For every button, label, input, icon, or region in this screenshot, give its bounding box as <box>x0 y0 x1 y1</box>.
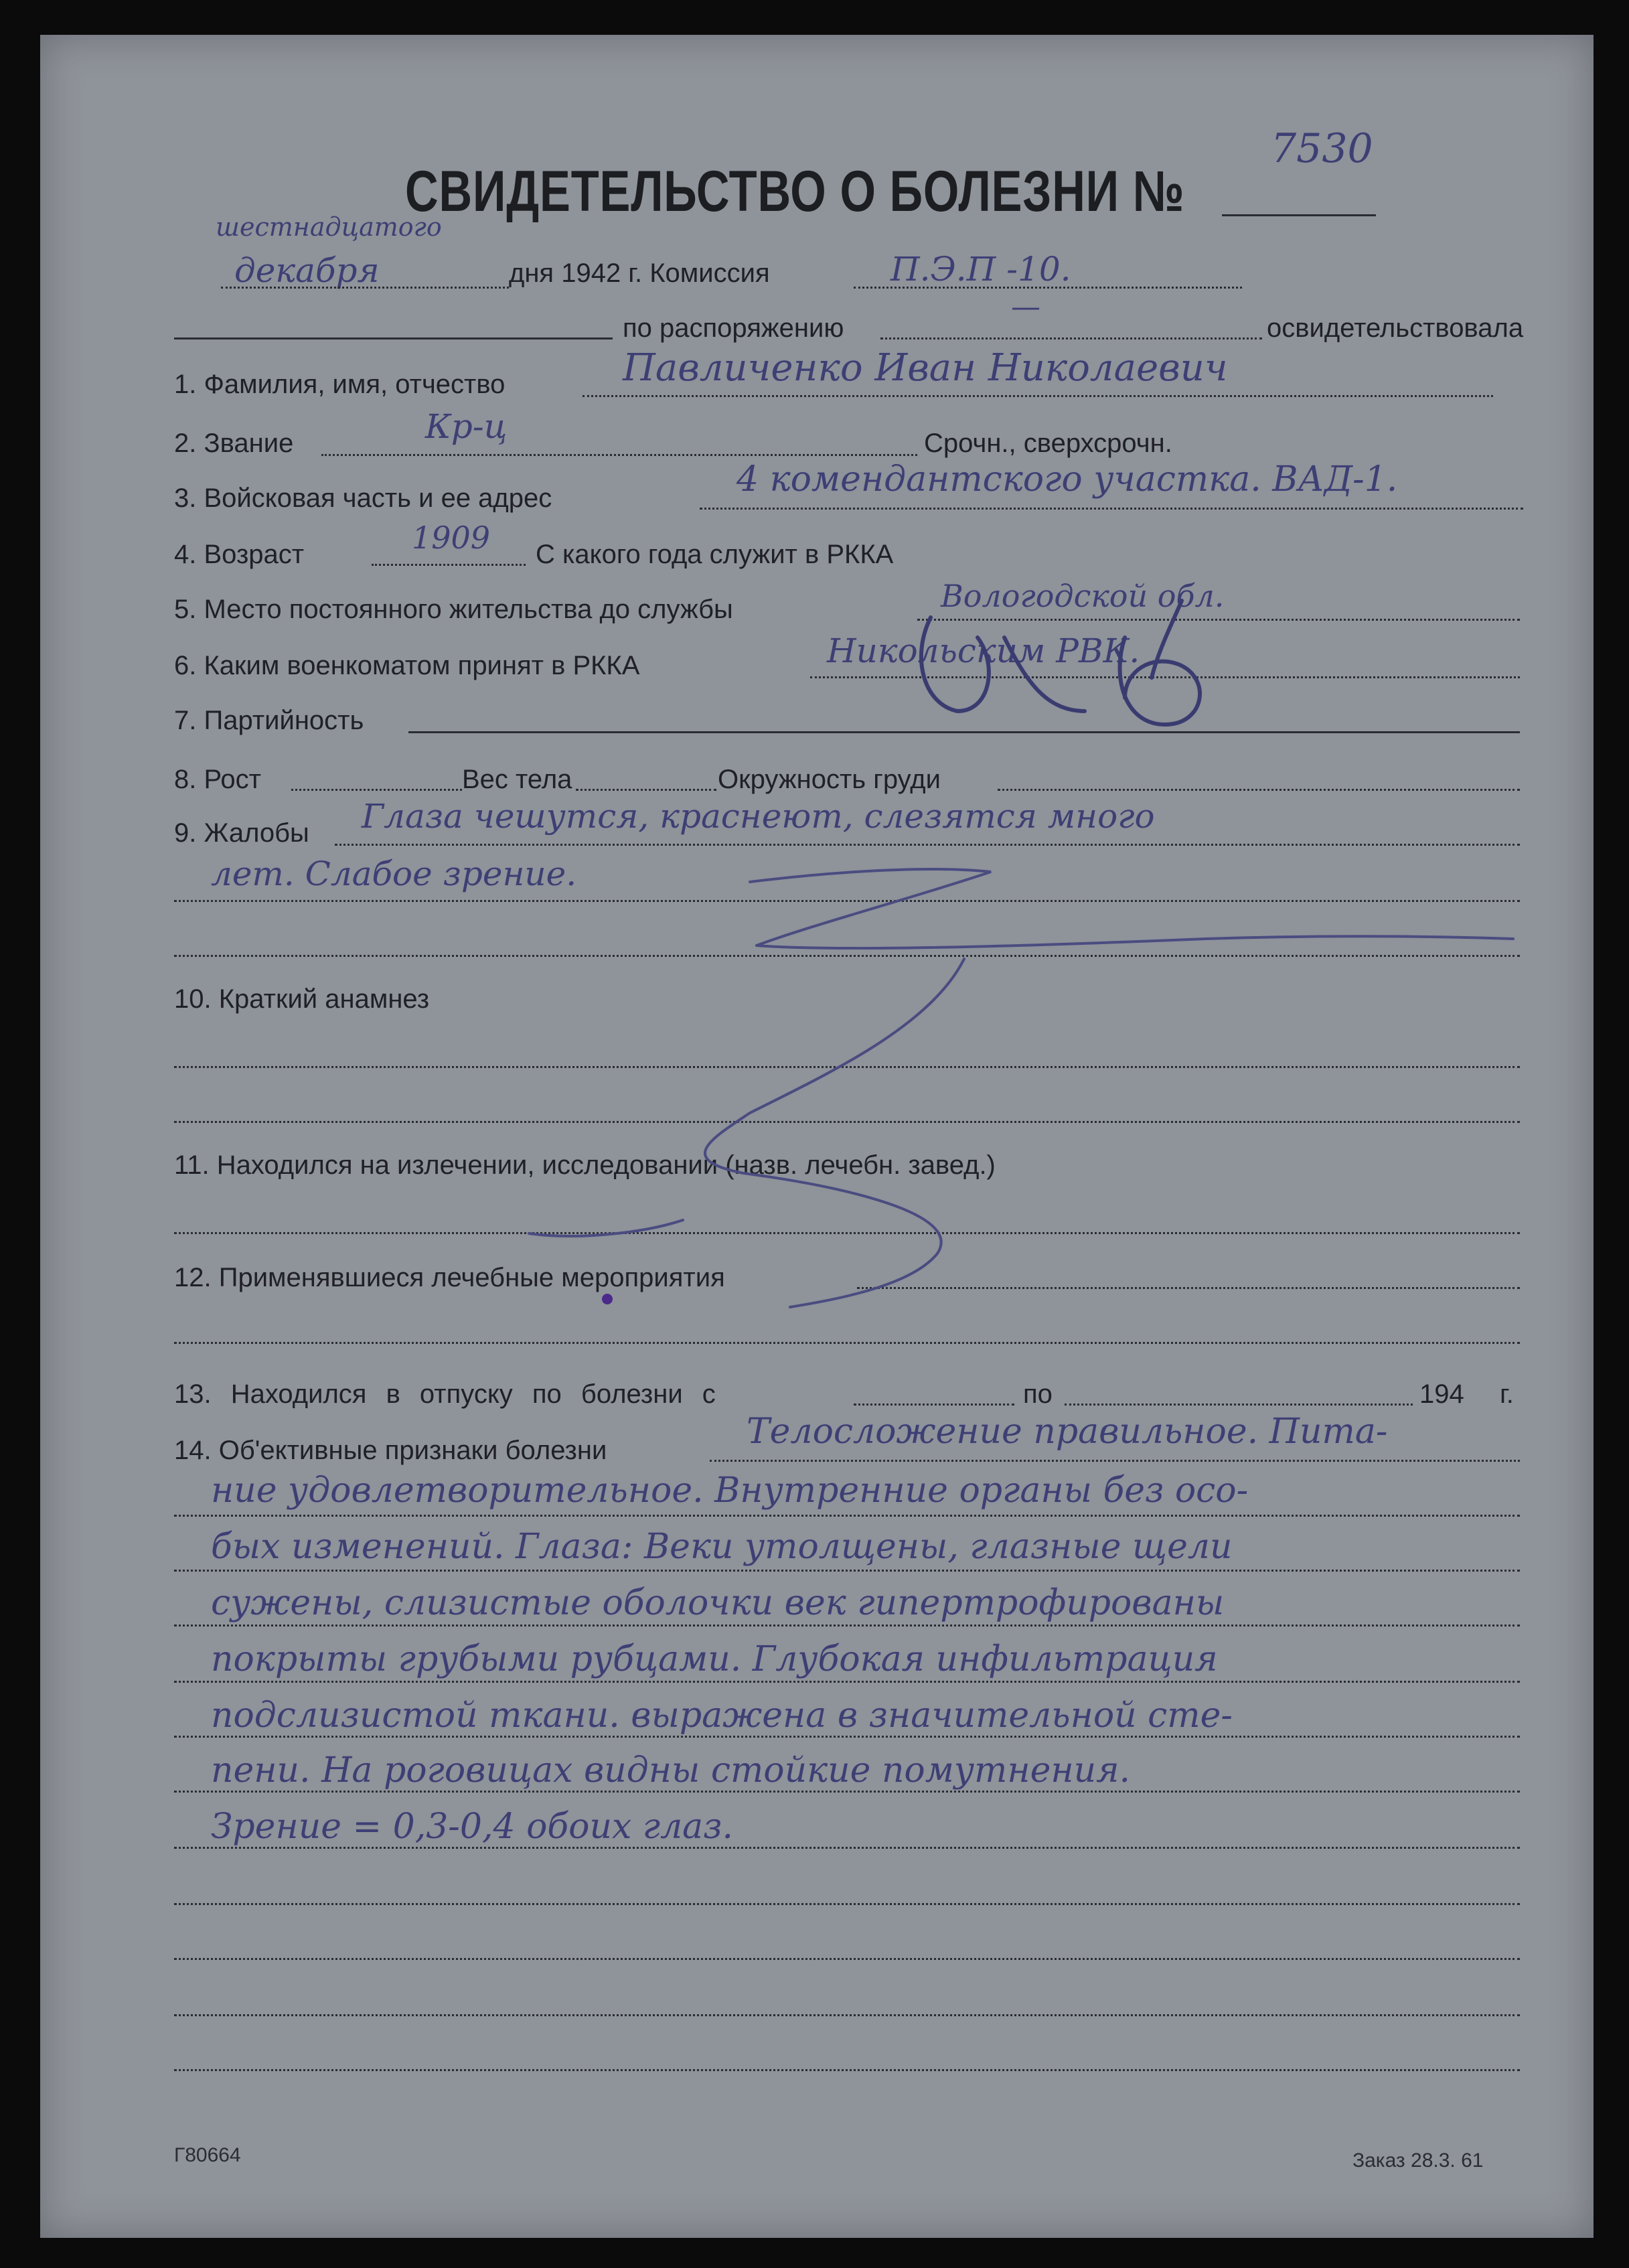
certificate-number: 7530 <box>1271 125 1373 172</box>
order-label: по распоряжению <box>623 313 844 343</box>
form-code: Г80664 <box>174 2144 241 2166</box>
field-14-line-8: Зрение = 0,3-0,4 обоих глаз. <box>211 1807 734 1847</box>
date-month: декабря <box>234 251 380 290</box>
document-title: СВИДЕТЕЛЬСТВО О БОЛЕЗНИ № <box>405 159 1185 224</box>
field-2-value: Кр-ц <box>425 407 508 446</box>
field-4-label: 4. Возраст <box>174 540 305 569</box>
field-14-line-4: сужены, слизистые оболочки век гипертрофированы <box>211 1583 1225 1623</box>
field-14-line-7: пени. На роговицах видны стойкие помутнения. <box>211 1750 1131 1791</box>
field-5-label: 5. Место постоянного жительства до службы <box>174 595 733 624</box>
field-4-tail: С какого года служит в РККА <box>536 540 894 569</box>
certificate-sheet <box>40 35 1594 2238</box>
field-13-to-label: по <box>1023 1379 1053 1409</box>
field-6-label: 6. Каким военкоматом принят в РККА <box>174 651 640 680</box>
stamp-mark-glyph <box>921 601 1200 725</box>
field-9-line-1: Глаза чешутся, краснеют, слезятся много <box>362 797 1155 836</box>
field-8-label-weight: Вес тела <box>462 765 572 794</box>
field-14-line-6: подслизистой ткани. выражена в значительной сте- <box>211 1695 1233 1736</box>
field-9-line-2: лет. Слабое зрение. <box>211 854 577 893</box>
date-day: шестнадцатого <box>216 212 442 242</box>
field-1-value: Павличенко Иван Николаевич <box>623 346 1228 390</box>
field-13-year: 194 <box>1419 1379 1464 1409</box>
field-6-value: Никольским РВК. <box>827 631 1140 670</box>
order-code: Заказ 28.3. 61 <box>1352 2149 1484 2172</box>
field-14-line-5: покрыты грубыми рубцами. Глубокая инфильтрация <box>211 1639 1218 1679</box>
field-3-label: 3. Войсковая часть и ее адрес <box>174 483 552 513</box>
field-7-label: 7. Партийность <box>174 706 364 735</box>
pen-scribble <box>529 869 1513 1307</box>
date-label: дня 1942 г. Комиссия <box>509 258 770 288</box>
field-5-value: Вологодской обл. <box>941 578 1225 614</box>
field-14-line-3: бых изменений. Глаза: Веки утолщены, глазные щели <box>211 1527 1233 1567</box>
field-9-label: 9. Жалобы <box>174 818 309 848</box>
field-4-value: 1909 <box>412 520 491 556</box>
field-10-label: 10. Краткий анамнез <box>174 984 430 1014</box>
field-3-value: 4 комендантского участка. ВАД-1. <box>736 459 1398 500</box>
pen-marks <box>40 35 1594 2238</box>
order-value: — <box>1011 290 1040 324</box>
field-13-label: 13. Находился в отпуску по болезни с <box>174 1379 716 1409</box>
order-tail: освидетельствовала <box>1267 313 1524 343</box>
field-14-line-1: Телосложение правильное. Пита- <box>747 1412 1388 1452</box>
field-11-label: 11. Находился на излечении, исследовании (назв. лечебн. завед.) <box>174 1150 996 1180</box>
commission-value: П.Э.П -10. <box>890 250 1071 289</box>
field-14-label: 14. Об'ективные признаки болезни <box>174 1436 607 1465</box>
field-8-label-chest: Окружность груди <box>718 765 941 794</box>
field-12-label: 12. Применявшиеся лечебные мероприятия <box>174 1263 725 1292</box>
field-13-year-end: г. <box>1500 1379 1514 1409</box>
ink-dot <box>602 1294 613 1304</box>
field-2-label: 2. Звание <box>174 429 294 458</box>
field-2-tail: Срочн., сверхсрочн. <box>924 429 1172 458</box>
field-1-label: 1. Фамилия, имя, отчество <box>174 370 506 399</box>
field-14-line-2: ние удовлетворительное. Внутренние органы без осо- <box>211 1470 1249 1511</box>
field-8-label-height: 8. Рост <box>174 765 261 794</box>
